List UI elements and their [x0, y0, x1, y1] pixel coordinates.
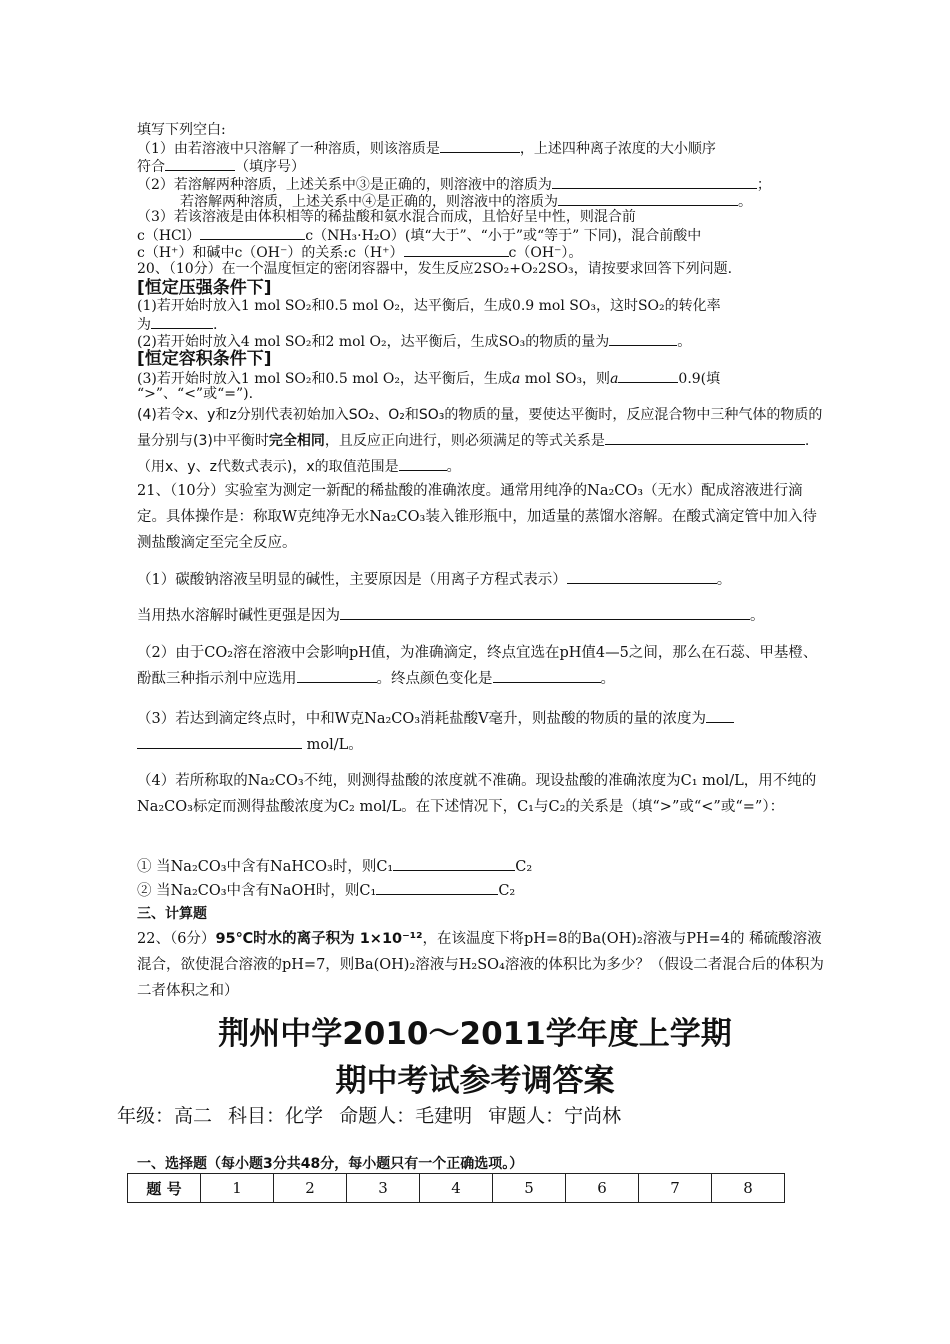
answer-blank[interactable] [605, 431, 805, 445]
q20-sub1: (1)若开始时放入1 mol SO₂和0.5 mol O₂，达平衡后，生成0.9 mol SO₃，这时SO₂的转化率 [137, 298, 721, 314]
answer-blank[interactable] [376, 881, 498, 895]
answer-blank[interactable] [137, 735, 302, 749]
answer-blank[interactable] [558, 192, 738, 206]
table-cell: 1 [201, 1174, 274, 1203]
q19-part3c: c（H⁺）和碱中c（OH⁻）的关系:c（H⁺） c（OH⁻）。 [137, 245, 583, 261]
q20-sub1-answer: 为 . [137, 317, 218, 333]
table-cell: 8 [712, 1174, 785, 1203]
q20-heading-constant-volume: [恒定容积条件下] [137, 349, 272, 369]
answer-blank[interactable] [567, 570, 717, 584]
answer-blank[interactable] [393, 857, 515, 871]
answer-blank[interactable] [618, 369, 678, 383]
q21-case2: ② 当Na₂CO₃中含有NaOH时，则C₁ C₂ [137, 883, 516, 899]
section-choice-heading: 一、选择题（每小题3分共48分，每小题只有一个正确选项。） [137, 1156, 524, 1172]
q19-part2b: 若溶解两种溶质，上述关系中④是正确的，则溶液中的溶质为 。 [180, 194, 752, 210]
q21-part3: （3）若达到滴定终点时，中和W克Na₂CO₃消耗盐酸V毫升，则盐酸的物质的量的浓度为 mol/L。 [137, 706, 827, 758]
answer-table [127, 1173, 785, 1203]
table-cell: 4 [420, 1174, 493, 1203]
q19-part2a: （2）若溶解两种溶质，上述关系中③是正确的，则溶液中的溶质为 ； [137, 177, 771, 193]
q19-part3a: （3）若该溶液是由体积相等的稀盐酸和氨水混合而成，且恰好呈中性，则混合前 [137, 209, 636, 225]
table-cell: 7 [639, 1174, 712, 1203]
answer-blank[interactable] [340, 606, 750, 620]
answer-blank[interactable] [404, 243, 509, 257]
q19-part1: （1）由若溶液中只溶解了一种溶质，则该溶质是 ，上述四种离子浓度的大小顺序 [137, 141, 716, 157]
answer-blank[interactable] [297, 669, 377, 683]
q19-part3b: c（HCl） c（NH₃·H₂O）(填“大于”、“小于”或“等于” 下同)，混合前酸中 [137, 228, 702, 244]
q20-sub4: (4)若令x、y和z分别代表初始加入SO₂、O₂和SO₃的物质的量，要使达平衡时，反应混合物中三种气体的物质的量分别与(3)中平衡时完全相同，且反应正向进行，则必须满足的等式关系是 .（用x、y、z代数式表示)，x的取值范围是 。 [137, 407, 823, 475]
q21-case1: ① 当Na₂CO₃中含有NaHCO₃时，则C₁ C₂ [137, 859, 533, 875]
q19-part1-order: 符合 （填序号） [137, 159, 305, 175]
table-cell: 2 [274, 1174, 347, 1203]
q19-intro: 填写下列空白: [137, 122, 226, 138]
answer-title-exam: 期中考试参考调答案 [335, 1063, 615, 1099]
q20-heading-constant-pressure: [恒定压强条件下] [137, 278, 272, 298]
q21-part1b: 当用热水溶解时碱性更强是因为 。 [137, 608, 765, 624]
answer-blank[interactable] [552, 175, 757, 189]
table-cell: 3 [347, 1174, 420, 1203]
q20-sub3: (3)若开始时放入1 mol SO₂和0.5 mol O₂，达平衡后，生成a mol SO₃，则a 0.9(填 [137, 371, 721, 387]
q20-sub3-choices: “>”、“<”或“=”). [137, 386, 254, 402]
answer-blank[interactable] [706, 709, 734, 723]
q20-stem: 20、（10分）在一个温度恒定的密闭容器中，发生反应2SO₂+O₂2SO₃，请按要求回答下列问题. [137, 261, 733, 277]
q21-part4: （4）若所称取的Na₂CO₃不纯，则测得盐酸的浓度就不准确。现设盐酸的准确浓度为C₁ mol/L，用不纯的Na₂CO₃标定而测得盐酸浓度为C₂ mol/L。在下述情况下，C₁与C₂的关系是（填“>”或“<”或“=”）： [137, 773, 817, 815]
table-row [128, 1174, 785, 1203]
q22-stem: 22、（6分）95℃时水的离子积为 1×10⁻¹²，在该温度下将pH=8的Ba(OH)₂溶液与PH=4的 稀硫酸溶液混合，欲使混合溶液的pH=7，则Ba(OH)₂溶液与H₂SO₄溶液的体积比为多少？（假设二者混合后的体积为二者体积之和） [137, 931, 824, 999]
answer-blank[interactable] [151, 315, 213, 329]
answer-blank[interactable] [200, 226, 305, 240]
answer-blank[interactable] [399, 457, 447, 471]
section-calculation-heading: 三、计算题 [137, 906, 207, 922]
answer-meta: 年级：高二 科目：化学 命题人：毛建明 审题人：宁尚林 [117, 1105, 622, 1127]
table-cell: 5 [493, 1174, 566, 1203]
answer-blank[interactable] [165, 157, 235, 171]
q21-part2: （2）由于CO₂溶在溶液中会影响pH值，为准确滴定，终点宜选在pH值4—5之间，那么在石蕊、甲基橙、酚酞三种指示剂中应选用 。终点颜色变化是 。 [137, 645, 818, 687]
q20-sub2: (2)若开始时放入4 mol SO₂和2 mol O₂，达平衡后，生成SO₃的物质的量为 。 [137, 334, 692, 350]
answer-blank[interactable] [609, 332, 677, 346]
table-cell: 6 [566, 1174, 639, 1203]
answer-blank[interactable] [440, 139, 520, 153]
answer-title-school: 荆州中学2010～2011学年度上学期 [218, 1016, 732, 1052]
answer-blank[interactable] [493, 669, 601, 683]
table-header-cell: 题 号 [128, 1174, 201, 1203]
q21-stem: 21、（10分）实验室为测定一新配的稀盐酸的准确浓度。通常用纯净的Na₂CO₃（无水）配成溶液进行滴定。具体操作是：称取W克纯净无水Na₂CO₃装入锥形瓶中，加适量的蒸馏水溶解。在酸式滴定管中加入待测盐酸滴定至完全反应。 [137, 483, 817, 551]
q21-part1: （1）碳酸钠溶液呈明显的碱性，主要原因是（用离子方程式表示） 。 [137, 572, 732, 588]
